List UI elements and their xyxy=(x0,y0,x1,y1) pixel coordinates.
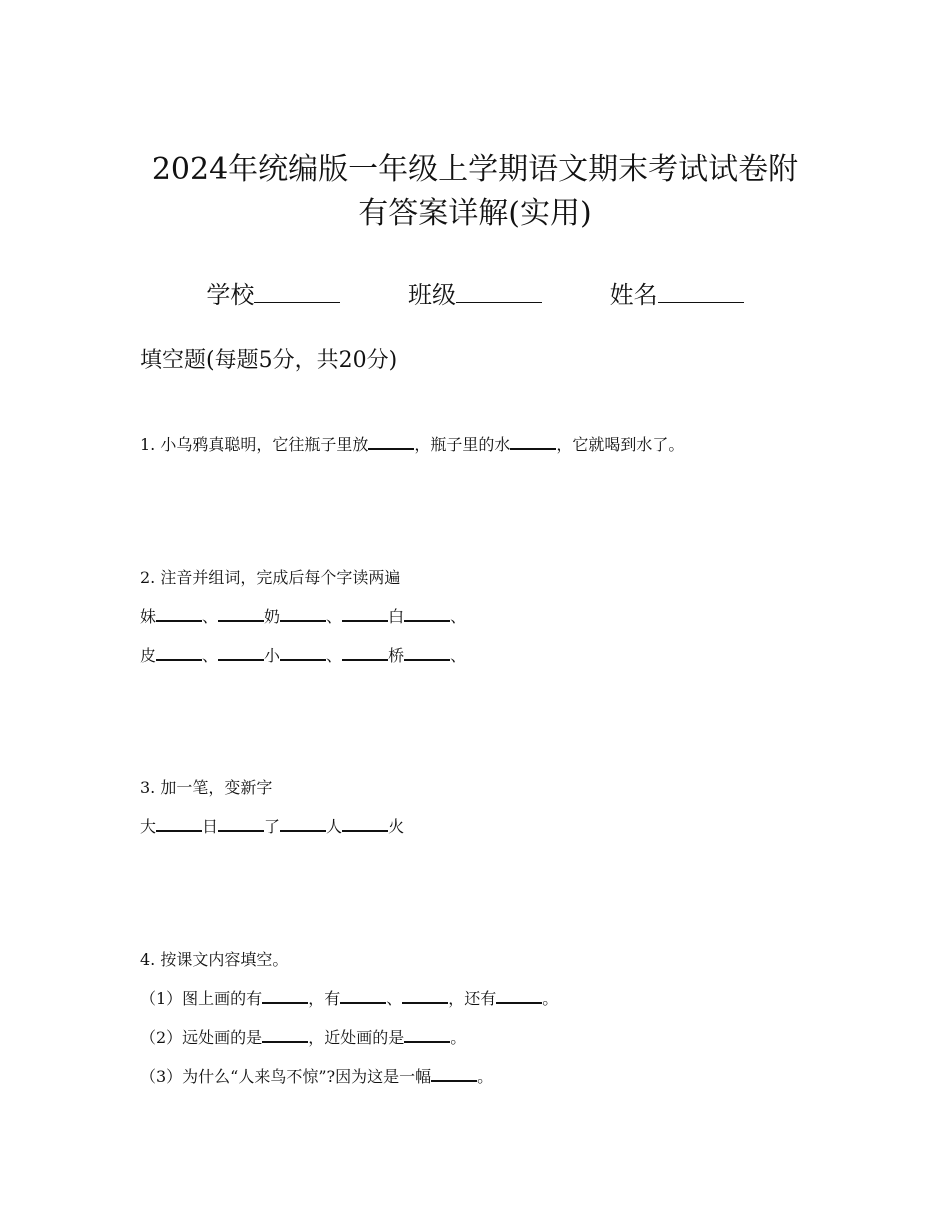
q4-s1-text-4: ，还有 xyxy=(448,989,497,1008)
class-label: 班级 xyxy=(408,281,456,309)
q4-s2-text-3: 。 xyxy=(450,1028,467,1047)
school-blank[interactable] xyxy=(254,276,340,303)
q3-char-4: 人 xyxy=(326,817,343,836)
q4-s1-blank-2[interactable] xyxy=(340,986,386,1004)
q4-s2-blank-2[interactable] xyxy=(404,1025,450,1043)
q4-sentence-3 xyxy=(140,1064,558,1089)
name-label: 姓名 xyxy=(609,281,658,309)
q4-s1-blank-1[interactable] xyxy=(262,986,308,1004)
school-field xyxy=(206,276,340,312)
q1-text-c: ，它就喝到水了。 xyxy=(556,435,685,454)
q2-r2-sep-2: 、 xyxy=(326,646,343,665)
q4-s3-text-1: （3）为什么“人来鸟不惊”?因为这是一幅 xyxy=(140,1067,432,1086)
section-title: 填空题(每题5分，共20分) xyxy=(140,348,398,373)
q2-r2-sep-3: 、 xyxy=(450,646,467,665)
title-line-1: 2024年统编版一年级上学期语文期末考试试卷附 xyxy=(151,152,799,187)
q2-r1-char-1: 妹 xyxy=(140,607,157,626)
q2-r2-blank-2[interactable] xyxy=(218,643,264,661)
q4-s1-text-2: ，有 xyxy=(308,989,341,1008)
q3-blank-2[interactable] xyxy=(218,814,264,832)
q3-blank-1[interactable] xyxy=(156,814,202,832)
q1-text-a: 1. 小乌鸦真聪明，它往瓶子里放 xyxy=(140,435,369,454)
q4-sentence-1 xyxy=(140,986,558,1011)
q3-prompt: 3. 加一笔，变新字 xyxy=(140,778,273,797)
q3-char-5: 火 xyxy=(388,817,405,836)
q4-s1-text-3: 、 xyxy=(386,989,403,1008)
q2-r1-char-3: 白 xyxy=(388,607,405,626)
student-info-row xyxy=(0,276,950,312)
question-4 xyxy=(140,948,558,1089)
document-title xyxy=(0,148,950,236)
q4-s1-blank-3[interactable] xyxy=(402,986,448,1004)
q2-r2-char-1: 皮 xyxy=(140,646,157,665)
q2-r2-char-3: 桥 xyxy=(388,646,405,665)
q2-r1-sep-2: 、 xyxy=(326,607,343,626)
question-1 xyxy=(140,432,684,457)
q2-prompt: 2. 注音并组词，完成后每个字读两遍 xyxy=(140,568,401,587)
q3-blank-4[interactable] xyxy=(342,814,388,832)
q4-s2-text-1: （2）远处画的是 xyxy=(140,1028,263,1047)
q1-blank-1[interactable] xyxy=(368,432,414,450)
question-3 xyxy=(140,776,404,839)
q2-row-2 xyxy=(140,643,466,668)
q2-r2-char-2: 小 xyxy=(264,646,281,665)
q2-r1-blank-3[interactable] xyxy=(280,604,326,622)
q3-char-1: 大 xyxy=(140,817,157,836)
q2-r1-blank-4[interactable] xyxy=(342,604,388,622)
q2-r1-char-2: 奶 xyxy=(264,607,281,626)
q2-r2-blank-3[interactable] xyxy=(280,643,326,661)
q2-r1-blank-2[interactable] xyxy=(218,604,264,622)
q1-blank-2[interactable] xyxy=(510,432,556,450)
q4-sentence-2 xyxy=(140,1025,558,1050)
q4-s1-text-1: （1）图上画的有 xyxy=(140,989,263,1008)
q3-row xyxy=(140,814,404,839)
q4-s2-blank-1[interactable] xyxy=(262,1025,308,1043)
q4-s1-blank-4[interactable] xyxy=(496,986,542,1004)
class-blank[interactable] xyxy=(456,276,542,303)
q4-s1-text-5: 。 xyxy=(542,989,559,1008)
q4-s2-text-2: ，近处画的是 xyxy=(308,1028,405,1047)
class-field xyxy=(408,276,542,312)
q3-char-2: 日 xyxy=(202,817,219,836)
q3-char-3: 了 xyxy=(264,817,281,836)
q2-r1-blank-1[interactable] xyxy=(156,604,202,622)
q3-blank-3[interactable] xyxy=(280,814,326,832)
q4-s3-blank-1[interactable] xyxy=(431,1064,477,1082)
question-2 xyxy=(140,566,466,668)
q2-r2-blank-1[interactable] xyxy=(156,643,202,661)
q4-prompt: 4. 按课文内容填空。 xyxy=(140,950,289,969)
name-blank[interactable] xyxy=(658,276,744,303)
name-field xyxy=(610,276,744,312)
q2-r2-blank-4[interactable] xyxy=(342,643,388,661)
q4-s3-text-2: 。 xyxy=(477,1067,494,1086)
q1-text-b: ，瓶子里的水 xyxy=(414,435,511,454)
q2-r1-sep-3: 、 xyxy=(450,607,467,626)
school-label: 学校 xyxy=(206,281,255,309)
q2-r1-sep-1: 、 xyxy=(202,607,219,626)
q2-r1-blank-5[interactable] xyxy=(404,604,450,622)
q2-r2-sep-1: 、 xyxy=(202,646,219,665)
title-line-2: 有答案详解(实用) xyxy=(358,196,592,231)
q2-r2-blank-5[interactable] xyxy=(404,643,450,661)
q2-row-1 xyxy=(140,604,466,629)
